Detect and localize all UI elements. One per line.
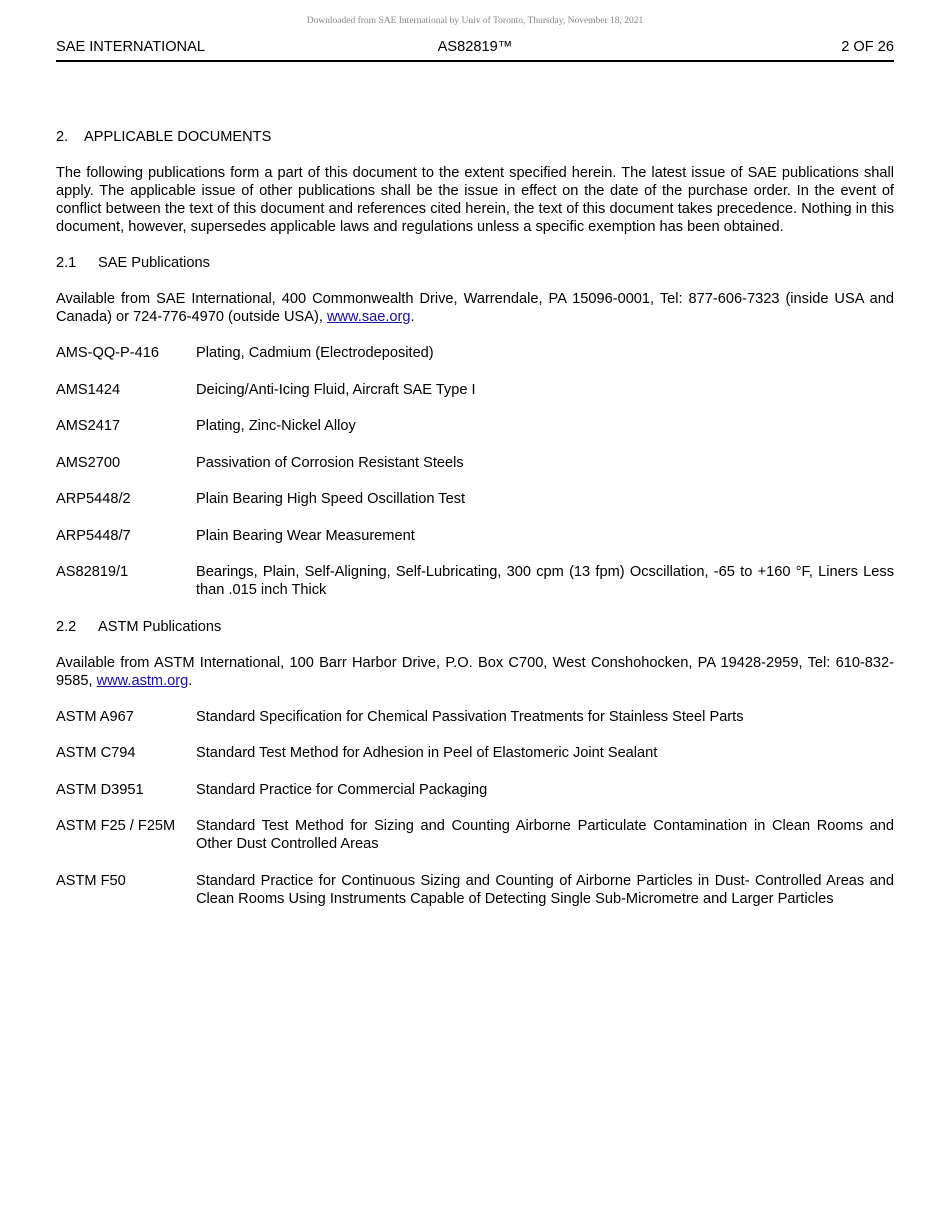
section-heading xyxy=(56,128,894,146)
download-watermark: Downloaded from SAE International by Univ of Toronto, Thursday, November 18, 2021 xyxy=(306,16,644,26)
reference-title: Plain Bearing Wear Measurement xyxy=(196,527,415,544)
sae-heading xyxy=(56,254,894,272)
header-document-id: AS82819™ xyxy=(437,39,513,55)
sae-website-link[interactable]: www.sae.org xyxy=(326,309,411,325)
reference-code: AMS1424 xyxy=(56,381,121,398)
reference-code: ASTM D3951 xyxy=(56,781,144,798)
reference-code: AMS-QQ-P-416 xyxy=(56,345,159,361)
astm-website-link[interactable]: www.astm.org xyxy=(96,672,189,689)
reference-title: Deicing/Anti-Icing Fluid, Aircraft SAE Type I xyxy=(196,381,476,398)
sae-availability-end: . xyxy=(410,309,415,325)
reference-code: ASTM C794 xyxy=(56,745,136,761)
reference-title: Standard Practice for Commercial Packaging xyxy=(196,781,488,798)
reference-item xyxy=(56,563,894,599)
reference-code: ARP5448/2 xyxy=(56,491,131,507)
reference-item xyxy=(56,872,894,908)
reference-item xyxy=(56,817,894,853)
reference-code: AS82819/1 xyxy=(56,564,129,580)
reference-item xyxy=(56,490,894,508)
astm-number: 2.2 xyxy=(56,618,77,635)
page-header xyxy=(56,38,894,62)
astm-availability xyxy=(56,654,894,690)
section-title: APPLICABLE DOCUMENTS xyxy=(84,129,272,145)
section-intro: The following publications form a part of this document to the extent specified herein. The latest issue of SAE publications shall apply. The applicable issue of other publications shall be the issue in effect on the date of the purchase order. In the event of conflict between the text of this document and references cited herein, the text of this document takes precedence. Nothing in this document, however, supersedes applicable laws and regulations unless a specific exemption has been obtained. xyxy=(56,165,894,235)
reference-code: ASTM A967 xyxy=(56,708,134,725)
reference-title: Standard Test Method for Sizing and Counting Airborne Particulate Contamination in Clean Rooms and Other Dust Controlled Areas xyxy=(196,818,894,852)
sae-availability xyxy=(56,290,894,326)
reference-title: Passivation of Corrosion Resistant Steels xyxy=(196,454,464,471)
document-body xyxy=(56,128,894,926)
sae-reference-list xyxy=(56,344,894,599)
reference-code: ASTM F50 xyxy=(56,872,126,889)
reference-title: Standard Test Method for Adhesion in Peel of Elastomeric Joint Sealant xyxy=(196,745,658,761)
astm-availability-text: Available from ASTM International, 100 Barr Harbor Drive, P.O. Box C700, West Conshohocken, PA 19428-2959, Tel: 610-832-9585, xyxy=(56,654,894,689)
reference-item xyxy=(56,454,894,472)
reference-title: Plating, Zinc-Nickel Alloy xyxy=(196,418,356,434)
reference-code: ASTM F25 / F25M xyxy=(56,818,176,834)
header-organization: SAE INTERNATIONAL xyxy=(56,39,205,55)
reference-item xyxy=(56,381,894,399)
reference-title: Bearings, Plain, Self-Aligning, Self-Lubricating, 300 cpm (13 fpm) Ocscillation, -65 to +160 °F, Liners Less than .015 inch Thick xyxy=(196,564,894,598)
reference-title: Plating, Cadmium (Electrodeposited) xyxy=(196,345,434,361)
reference-title: Standard Practice for Continuous Sizing and Counting of Airborne Particles in Dust- Controlled Areas and Clean Rooms Using Instruments Capable of Detecting Single Sub-Micrometre and Larger Particles xyxy=(196,872,894,907)
reference-item xyxy=(56,744,894,762)
header-page-number: 2 OF 26 xyxy=(841,39,894,55)
astm-availability-end: . xyxy=(188,672,193,689)
reference-item xyxy=(56,417,894,435)
reference-title: Plain Bearing High Speed Oscillation Test xyxy=(196,491,466,507)
astm-reference-list xyxy=(56,708,894,908)
sae-title: SAE Publications xyxy=(98,255,210,271)
sae-number: 2.1 xyxy=(56,255,77,271)
sae-availability-text: Available from SAE International, 400 Commonwealth Drive, Warrendale, PA 15096-0001, Tel: 877-606-7323 (inside USA and Canada) or 724-776-4970 (outside USA), xyxy=(56,291,894,325)
reference-title: Standard Specification for Chemical Passivation Treatments for Stainless Steel Parts xyxy=(196,708,744,725)
section-number: 2. xyxy=(56,129,69,145)
reference-item xyxy=(56,781,894,799)
reference-item xyxy=(56,527,894,545)
astm-title: ASTM Publications xyxy=(98,618,222,635)
astm-heading xyxy=(56,618,894,636)
reference-item xyxy=(56,708,894,726)
reference-code: ARP5448/7 xyxy=(56,527,131,544)
reference-code: AMS2700 xyxy=(56,454,121,471)
reference-item xyxy=(56,344,894,362)
reference-code: AMS2417 xyxy=(56,418,121,434)
